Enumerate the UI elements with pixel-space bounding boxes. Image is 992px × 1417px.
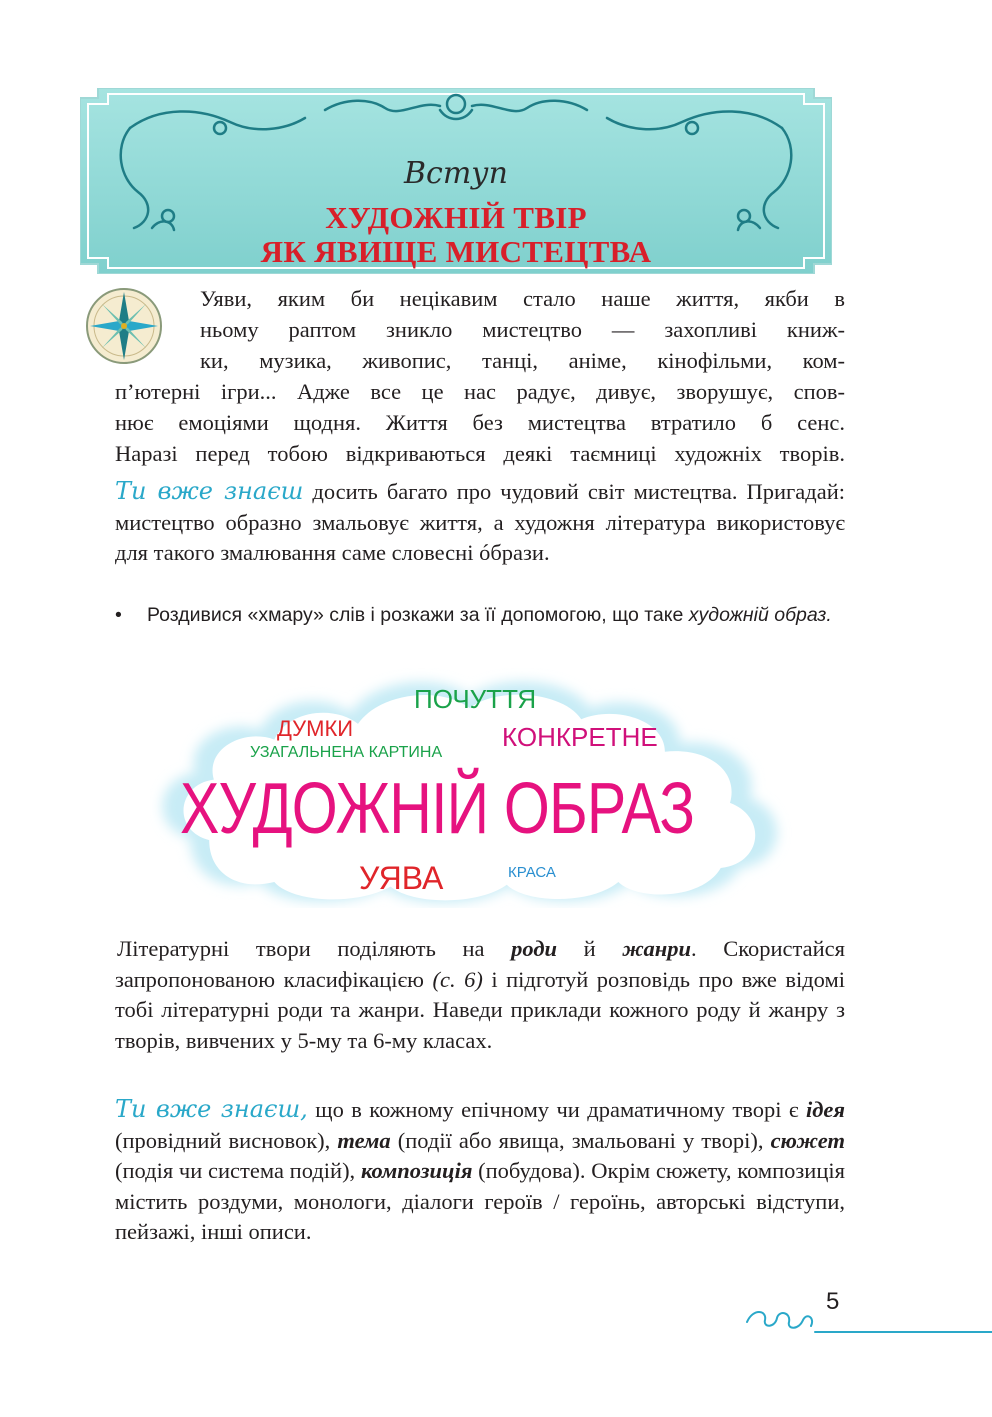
chapter-title-line-1: ХУДОЖНІЙ ТВІР (325, 200, 587, 235)
compass-rose-icon (84, 286, 164, 366)
genres-paragraph (115, 934, 845, 1056)
chapter-header-banner (80, 88, 832, 274)
genres-text: і підготуй розповідь про вже відомі тобі літературні роди та жанри. Наведи приклади кожного роду й жанру з творів, вивчених у 5-му та 6-му класах. (115, 966, 845, 1053)
intro-line: ки, музика, живопис, танці, аніме, кінофільми, ком- (200, 348, 845, 373)
cloud-word-thoughts: ДУМКИ (277, 716, 354, 741)
page-reference: (с. 6) (432, 966, 483, 992)
intro-line: нює емоціями щодня. Життя без мистецтва втратило б сенс. (115, 410, 845, 435)
known-text: (події або явища, змальовані у творі), (390, 1127, 771, 1153)
known-paragraph-2 (115, 1094, 845, 1248)
known-paragraph-1 (115, 476, 845, 569)
cloud-word-feelings: ПОЧУТТЯ (414, 684, 537, 714)
you-already-know-label: Ти вже знаєш (115, 477, 304, 505)
intro-line: Уяви, яким би нецікавим стало наше життя, якби в (200, 286, 845, 311)
term-plot: сюжет (770, 1127, 845, 1153)
term-theme: тема (337, 1127, 391, 1153)
chapter-title-line-2: ЯК ЯВИЩЕ МИСТЕЦТВА (260, 234, 652, 269)
genres-text: Літературні твори поділяють на (117, 936, 512, 961)
cloud-main-term: ХУДОЖНІЙ ОБРАЗ (180, 769, 695, 849)
footer-ornament-icon (745, 1298, 992, 1342)
cloud-word-generalized: УЗАГАЛЬНЕНА КАРТИНА (250, 744, 443, 761)
task-term: художній образ. (688, 604, 832, 626)
genres-text: й (557, 936, 623, 961)
section-label: Вступ (403, 156, 509, 191)
cloud-word-imagination: УЯВА (359, 860, 444, 896)
genres-text: . Скористайся запропонованою класифікацією (115, 936, 845, 992)
you-already-know-label: Ти вже знаєш, (115, 1095, 308, 1123)
known-text: (провідний висновок), (115, 1127, 338, 1153)
intro-line: п’ютерні ігри... Адже все це нас радує, дивує, зворушує, спов- (115, 379, 845, 404)
known-text: що в кожному епічному чи драматичному творі є (307, 1097, 807, 1122)
task-text (147, 602, 845, 629)
intro-line: Наразі перед тобою відкриваються деякі таємниці художніх творів. (115, 441, 845, 466)
page-number: 5 (826, 1288, 840, 1315)
known-paragraph-1-text: досить багато про чудовий світ мистецтва. Пригадай: мистецтво образно змальовує життя, а художня література використовує для такого змалювання саме словесні óбрази. (115, 479, 845, 565)
genres-term-kinds: роди (511, 936, 558, 961)
word-cloud (150, 668, 800, 908)
intro-line: ньому раптом зникло мистецтво — захопливі книж- (200, 317, 845, 342)
known-text: (побудова). Окрім сюжету, композиція містить роздуми, монологи, діалоги героїв / героїнь, авторські відступи, пейзажі, інші описи. (115, 1158, 845, 1244)
genres-term-genres: жанри (622, 936, 691, 961)
cloud-word-concrete: КОНКРЕТНЕ (502, 722, 658, 752)
task-text-main: Роздивися «хмару» слів і розкажи за її допомогою, що таке (147, 604, 689, 626)
term-idea: ідея (806, 1097, 846, 1122)
bullet-marker: • (115, 604, 122, 626)
cloud-word-beauty: КРАСА (508, 864, 556, 881)
known-text: (подія чи система подій), (115, 1158, 361, 1183)
term-composition: композиція (360, 1158, 473, 1183)
